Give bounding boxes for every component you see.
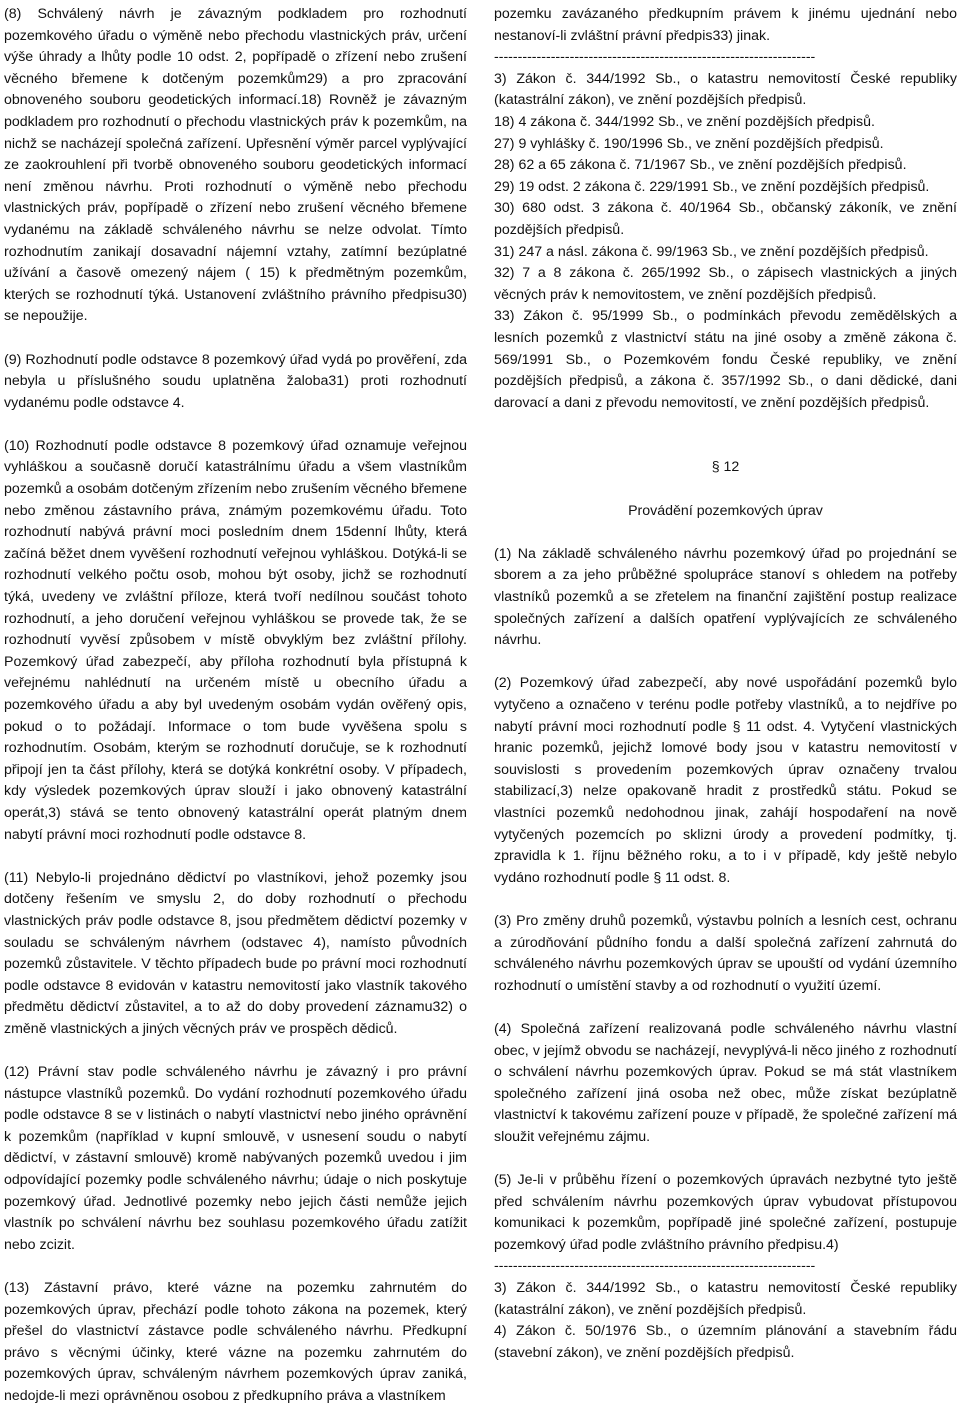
left-column: [4, 4, 467, 1408]
section-number: § 12: [711, 459, 740, 476]
paragraph-2: (2) Pozemkový úřad zabezpečí, aby nové uspořádání pozemků bylo vytyčeno a označeno v terénu podle potřeby vlastníků, a to nejdříve po nabytí právní moci rozhodnutí podle § 11 odst. 4. Vytyčení vlastnických hranic pozemků, jejichž lomové body jsou v katastru nemovitostí v souvislosti s provedením pozemkových úprav označeny trvalou stabilizací,3) nelze opakovaně hradit z prostředků státu. Pokud se vlastníci pozemků nedohodnou jinak, zahájí hospodaření na nově vytyčených pozemcích po sklizni úrody a provedení podmítky, tj. zpravidla k 1. říjnu běžného roku, a to i v případě, kdy ještě nebylo vydáno rozhodnutí podle § 11 odst. 8.: [494, 675, 957, 886]
paragraph-11: (11) Nebylo-li projednáno dědictví po vlastníkovi, jehož pozemky jsou dotčeny řešením ve smyslu 2, do doby rozhodnutí o přechodu vlastnických práv podle odstavce 8, jsou předmětem dědictví pozemky v souladu se schváleným návrhem (odstavec 4), namísto původních pozemků zůstavitele. V těchto případech bude po právní moci rozhodnutí podle odstavce 8 evidován v katastru nemovitostí jako vlastník takového předmětu dědictví zůstavitel, a to až do doby provedení záznamu32) o změně vlastnických a jiných věcných práv ve prospěch dědiců.: [4, 869, 467, 1037]
footnote: 32) 7 a 8 zákona č. 265/1992 Sb., o zápisech vlastnických a jiných věcných práv k nemovitostem, ve znění pozdějších předpisů.: [494, 265, 957, 303]
paragraph-gap: [494, 1148, 957, 1170]
paragraph-8: (8) Schválený návrh je závazným podkladem pro rozhodnutí pozemkového úřadu o výměně nebo přechodu vlastnických práv, určení výše úhrady a lhůty podle 10 odst. 2, popřípadě o zřízení nebo zrušení věcného břemene k dotčeným pozemkům29) a pro zpracování obnoveného souboru geodetických informací.18) Rovněž je závazným podkladem pro rozhodnutí o přechodu vlastnických práv k pozemkům, na nichž se nacházejí společná zařízení. Upřesnění výměr parcel vyplývající ze zaokrouhlení při tvorbě obnoveného souboru geodetických informací není změnou návrhu. Proti rozhodnutí o výměně nebo přechodu vlastnických práv, popřípadě o zřízení nebo zrušení věcného břemene vydanému na základě schváleného návrhu se nelze odvolat. Tímto rozhodnutím zanikají dosavadní nájemní vztahy, zatímní bezúplatné užívání a časově omezený nájem ( 15) k předmětným pozemkům, kterých se rozhodnutí týká. Ustanovení zvláštního právního předpisu30) se nepoužije.: [4, 6, 467, 325]
footnote: 28) 62 a 65 zákona č. 71/1967 Sb., ve znění pozdějších předpisů.: [494, 157, 907, 174]
footnote: 3) Zákon č. 344/1992 Sb., o katastru nemovitostí České republiky (katastrální zákon), ve znění pozdějších předpisů.: [494, 1280, 957, 1318]
footnote: 18) 4 zákona č. 344/1992 Sb., ve znění pozdějších předpisů.: [494, 113, 875, 130]
footnote-separator: --------------------------------------------------------------------: [494, 49, 816, 66]
paragraph-gap: [494, 997, 957, 1019]
paragraph-9: (9) Rozhodnutí podle odstavce 8 pozemkový úřad vydá po prověření, zda nebyla u příslušného soudu uplatněna žaloba31) proti rozhodnutí vydanému podle odstavce 4.: [4, 351, 467, 411]
footnote: 31) 247 a násl. zákona č. 99/1963 Sb., ve znění pozdějších předpisů.: [494, 243, 929, 260]
paragraph-gap: [494, 889, 957, 911]
paragraph-gap: [4, 1041, 467, 1063]
paragraph-gap: [494, 522, 957, 544]
footnote: 3) Zákon č. 344/1992 Sb., o katastru nemovitostí České republiky (katastrální zákon), ve znění pozdějších předpisů.: [494, 70, 957, 109]
right-column: [494, 4, 957, 1364]
paragraph-gap: [4, 414, 467, 436]
paragraph-4: (4) Společná zařízení realizovaná podle schváleného návrhu vlastní obec, v jejímž obvodu se nacházejí, nevyplývá-li něco jiného z rozhodnutí o schválení návrhu pozemkových úprav. Pokud se má stát vlastníkem společného zařízení jiná osoba než obec, může získat bezúplatně vlastnictví k takovému zařízení pouze v případě, že společné zařízení má sloužit veřejnému zájmu.: [494, 1020, 957, 1145]
paragraph-1: (1) Na základě schváleného návrhu pozemkový úřad po projednání se sborem a za jeho průběžné spolupráce stanoví s ohledem na potřeby vlastníků pozemků a se zřetelem na finanční zajištění postup realizace společných zařízení a dalších opatření vyplývajících ze schváleného návrhu.: [494, 545, 957, 649]
footnote-separator: --------------------------------------------------------------------: [494, 1258, 816, 1275]
footnote: 4) Zákon č. 50/1976 Sb., o územním plánování a stavebním řádu (stavební zákon), ve znění pozdějších předpisů.: [494, 1323, 957, 1361]
section-title: Provádění pozemkových úprav: [628, 502, 823, 519]
paragraph-12: (12) Právní stav podle schváleného návrhu je závazný i pro právní nástupce vlastníků pozemků. Do vydání rozhodnutí pozemkového úřadu podle odstavce 8 se v listinách o nabytí vlastnictví nebo jiného oprávnění k pozemkům (například v kupní smlouvě, v usnesení soudu o nabytí dědictví, v zástavní smlouvě) kromě nabývaných pozemků uvedou i jim odpovídající pozemky podle schváleného návrhu; údaje o nich poskytuje pozemkový úřad. Jednotlivé pozemky nebo jejich části nemůže jejich vlastník po schválení návrhu bez souhlasu pozemkového úřadu zatížit nebo zcizit.: [4, 1064, 467, 1253]
paragraph-13: (13) Zástavní právo, které vázne na pozemku zahrnutém do pozemkových úprav, přechází podle tohoto zákona na pozemek, který přešel do vlastnictví zástavce podle schváleného návrhu. Předkupní právo s věcnými účinky, které vázne na pozemku zahrnutém do pozemkových úprav, schváleným návrhem pozemkových úprav zaniká, nedojde-li mezi oprávněnou osobou z předkupního práva a vlastníkem: [4, 1280, 467, 1404]
footnote: 29) 19 odst. 2 zákona č. 229/1991 Sb., ve znění pozdějších předpisů.: [494, 178, 930, 195]
paragraph-gap: [4, 328, 467, 350]
paragraph-gap: [494, 652, 957, 674]
footnote: 27) 9 vyhlášky č. 190/1996 Sb., ve znění pozdějších předpisů.: [494, 135, 884, 152]
paragraph-gap: [494, 414, 957, 436]
footnote: 30) 680 odst. 3 zákona č. 40/1964 Sb., občanský zákoník, ve znění pozdějších předpisů.: [494, 200, 957, 238]
paragraph-gap: [4, 1256, 467, 1278]
paragraph-13-continuation: pozemku zavázaného předkupním právem k jinému ujednání nebo nestanoví-li zvláštní právní předpis33) jinak.: [494, 6, 957, 44]
footnote: 33) Zákon č. 95/1999 Sb., o podmínkách převodu zemědělských a lesních pozemků z vlastnictví státu na jiné osoby a změně zákona č. 569/1991 Sb., o Pozemkovém fondu České republiky, ve znění pozdějších předpisů, a zákona č. 357/1992 Sb., o dani dědické, dani darovací a dani z převodu nemovitostí, ve znění pozdějších předpisů.: [494, 308, 957, 411]
paragraph-3: (3) Pro změny druhů pozemků, výstavbu polních a lesních cest, ochranu a zúrodňování půdního fondu a další společná zařízení zahrnutá do schváleného návrhu pozemkových úprav se upouští od vydání územního rozhodnutí o umístění stavby a od rozhodnutí o využití území.: [494, 912, 957, 994]
paragraph-5: (5) Je-li v průběhu řízení o pozemkových úpravách nezbytné tyto ještě před schválením návrhu pozemkových úprav vybudovat přístupovou komunikaci k pozemkům, popřípadě jiné společné zařízení, postupuje pozemkový úřad podle zvláštního právního předpisu.4): [494, 1172, 957, 1253]
paragraph-gap: [494, 479, 957, 501]
paragraph-gap: [4, 846, 467, 868]
paragraph-gap: [494, 436, 957, 458]
paragraph-10: (10) Rozhodnutí podle odstavce 8 pozemkový úřad oznamuje veřejnou vyhláškou a současně doručí katastrálnímu úřadu a všem vlastníkům pozemků a osobám dotčeným zřízením nebo zrušením věcného břemene nebo změnou zástavního práva, známým pozemkovému úřadu. Toto rozhodnutí nabývá právní moci posledním dnem 15denní lhůty, která začíná běžet dnem vyvěšení rozhodnutí veřejnou vyhláškou. Dotýká-li se rozhodnutí velkého počtu osob, mohou být osoby, jichž se rozhodnutí týká, uvedeny ve zvláštní příloze, která tvoří nedílnou součást tohoto rozhodnutí, a jeho doručení veřejnou vyhláškou se provede tak, že se rozhodnutí vyvěsí způsobem v místě obvyklým bez zvláštní přílohy. Pozemkový úřad zabezpečí, aby příloha rozhodnutí byla přístupná k veřejnému nahlédnutí na určeném místě u obecního úřadu a pozemkového úřadu a aby byl uvedeným osobám vydán ověřený opis, pokud o to požádají. Informace o tom bude vyvěšena spolu s rozhodnutím. Osobám, kterým se rozhodnutí doručuje, se k rozhodnutí připojí jen ta část přílohy, která se dotýká konkrétní osoby. V případech, kdy výsledek pozemkových úprav slouží i jako obnovený katastrální operát,3) stává se tento obnovený katastrální operát platným dnem nabytí právní moci rozhodnutí podle odstavce 8.: [4, 437, 467, 843]
